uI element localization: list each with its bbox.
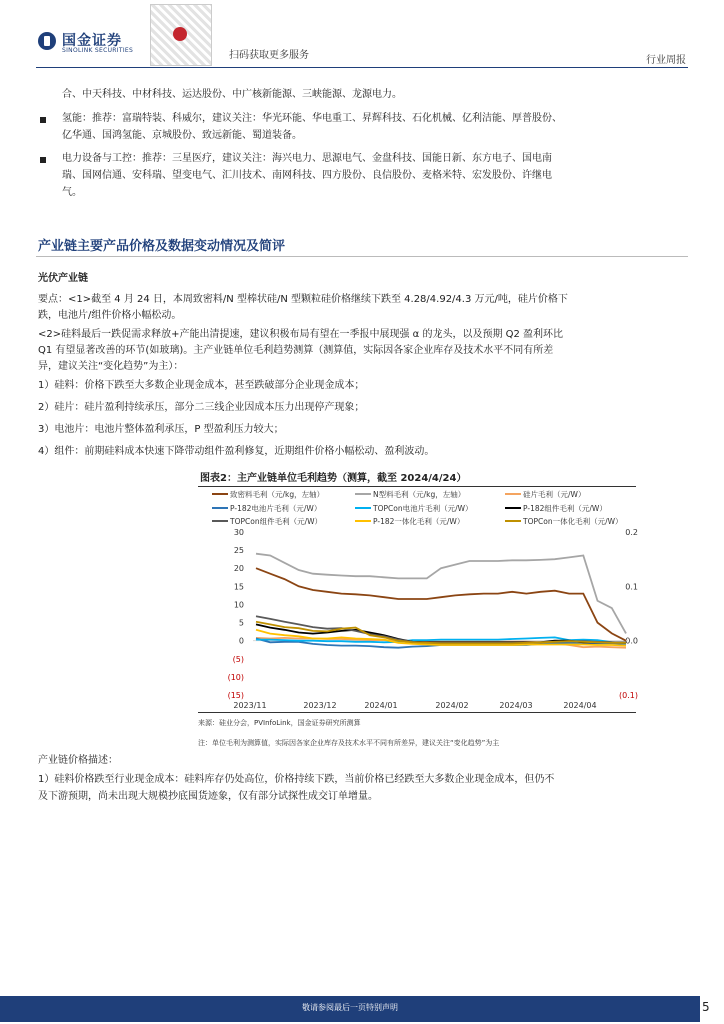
figure-title: 图表2：主产业链单位毛利趋势（测算，截至 2024/4/24） [200, 473, 467, 484]
paragraph-title: 产业链价格描述： [38, 755, 118, 766]
legend-label: P-182组件毛利（元/W） [523, 504, 607, 513]
figure-note: 注：单位毛利为测算值，实际因各家企业库存及技术水平不同有所差异，建议关注“变化趋势”为主 [198, 739, 500, 747]
y-tick-label-left: 10 [233, 600, 244, 610]
paragraph-line: <2>硅料最后一跌促需求释放+产能出清提速，建议积极布局有望在一季报中展现强 α 的龙头，以及预期 Q2 盈利环比 [38, 329, 564, 340]
paragraph-line: Q1 有望显著改善的环节(如玻璃)。主产业链单位毛利趋势测算（测算值，实际因各家企业库存及技术水平不同有所差 [38, 345, 554, 356]
y-tick-label-right: 0.2 [625, 528, 638, 537]
y-tick-label-left: (15) [227, 691, 244, 700]
y-tick-label-left: (10) [227, 672, 244, 682]
list-item: 3）电池片：电池片整体盈利承压，P 型盈利压力较大； [38, 424, 284, 435]
x-tick-label: 2023/12 [303, 701, 337, 710]
paragraph-line: 异，建议关注“变化趋势”为主）： [38, 361, 184, 372]
chart-legend [212, 489, 623, 526]
x-tick-label: 2024/03 [499, 701, 533, 710]
paragraph-line: 合、中天科技、中材科技、运达股份、中广核新能源、三峡能源、龙源电力。 [62, 89, 402, 100]
company-logo-subtitle: SINOLINK SECURITIES [62, 47, 134, 54]
legend-label: 致密料毛利（元/kg，左轴） [230, 490, 325, 499]
paragraph-line: 瑞、国网信通、安科瑞、望变电气、汇川技术、南网科技、四方股份、良信股份、麦格米特、宏发股份、许继电 [62, 170, 552, 181]
y-tick-label-right: 0.0 [625, 636, 638, 646]
header-divider [36, 67, 688, 68]
subsection-title: 光伏产业链 [38, 273, 88, 284]
chart-series [256, 554, 626, 648]
y-tick-label-left: 0 [238, 636, 244, 646]
y-tick-label-right: (0.1) [619, 691, 638, 700]
paragraph-line: 电力设备与工控：推荐：三星医疗，建议关注：海兴电力、思源电气、金盘科技、国能日新、东方电子、国电南 [62, 153, 552, 164]
y-tick-label-right: 0.1 [625, 582, 638, 592]
x-tick-label: 2023/11 [233, 701, 267, 710]
paragraph-line: 1）硅料价格跌至行业现金成本：硅料库存仍处高位，价格持续下跌，当前价格已经跌至大多数企业现金成本，但仍不 [38, 774, 555, 785]
paragraph-line: 及下游预期，尚未出现大规模抄底囤货迹象，仅有部分试探性成交订单增量。 [38, 791, 378, 802]
paragraph-line: 跌，电池片/组件价格小幅松动。 [38, 310, 182, 321]
section-divider [36, 256, 688, 257]
paragraph-line: 氢能：推荐：富瑞特装、科威尔，建议关注：华光环能、华电重工、昇辉科技、石化机械、亿利洁能、厚普股份、 [62, 113, 562, 124]
figure-bottom-rule [198, 712, 636, 713]
footer-disclaimer: 敬请参阅最后一页特别声明 [302, 1003, 398, 1012]
figure-top-rule [198, 486, 636, 487]
list-item: 2）硅片：硅片盈利持续承压，部分二三线企业因成本压力出现停产现象； [38, 402, 365, 413]
y-tick-label-left: 25 [233, 546, 244, 556]
paragraph-line: 气。 [62, 187, 82, 198]
legend-label: TOPCon一体化毛利（元/W） [523, 517, 623, 526]
x-tick-label: 2024/04 [563, 701, 597, 710]
list-item: 1）硅料：价格下跌至大多数企业现金成本，甚至跌破部分企业现金成本； [38, 380, 365, 391]
paragraph-line: 要点：<1>截至 4 月 24 日，本周致密料/N 型棒状硅/N 型颗粒硅价格继续下跌至 4.28/4.92/4.3 万元/吨，硅片价格下 [38, 294, 568, 305]
qr-center-logo-icon [173, 27, 187, 41]
section-title: 产业链主要产品价格及数据变动情况及简评 [38, 239, 286, 254]
y-tick-label-left: (5) [232, 654, 244, 664]
y-tick-label-left: 20 [233, 564, 244, 574]
report-type: 行业周报 [646, 55, 686, 66]
bullet-icon [40, 157, 46, 163]
y-tick-label-left: 15 [233, 582, 244, 592]
legend-label: TOPCon电池片毛利（元/W） [373, 504, 473, 513]
y-tick-label-left: 5 [238, 618, 244, 628]
x-tick-label: 2024/02 [435, 701, 469, 710]
company-logo-name: 国金证券 [62, 33, 122, 49]
gross-margin-trend-chart [198, 488, 636, 712]
logo-icon [38, 32, 56, 50]
legend-label: N型料毛利（元/kg，左轴） [373, 490, 466, 499]
legend-label: 硅片毛利（元/W） [523, 490, 586, 499]
figure-source: 来源：硅业分会，PVInfoLink，国金证券研究所测算 [198, 719, 361, 727]
paragraph-line: 亿华通、国鸿氢能、京城股份、致远新能、蜀道装备。 [62, 130, 302, 141]
x-tick-label: 2024/01 [364, 701, 398, 710]
legend-label: P-182电池片毛利（元/W） [230, 504, 322, 513]
legend-label: TOPCon组件毛利（元/W） [230, 517, 323, 526]
list-item: 4）组件：前期硅料成本快速下降带动组件盈利修复，近期组件价格小幅松动、盈利波动。 [38, 446, 435, 457]
page-number: 5 [702, 1000, 710, 1014]
bullet-icon [40, 117, 46, 123]
legend-label: P-182一体化毛利（元/W） [373, 517, 465, 526]
scan-prompt: 扫码获取更多服务 [229, 50, 309, 61]
chart-axes [228, 528, 638, 710]
y-tick-label-left: 30 [233, 528, 244, 537]
